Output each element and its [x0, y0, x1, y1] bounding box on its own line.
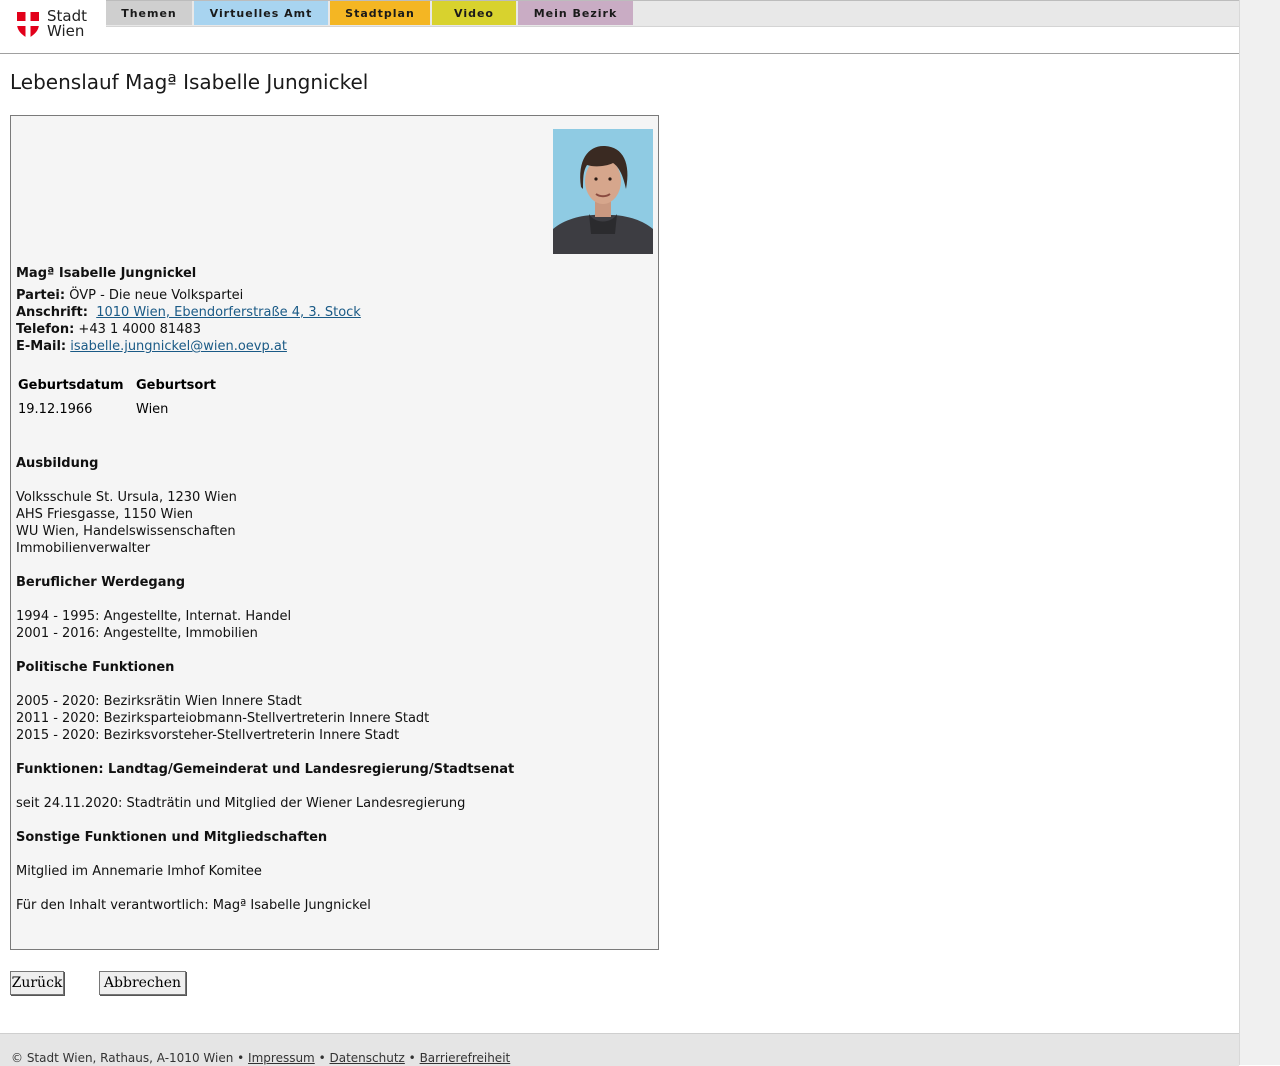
footer-link-impressum[interactable]: Impressum: [248, 1051, 315, 1065]
nav-tab-mein-bezirk[interactable]: Mein Bezirk: [518, 1, 633, 25]
political-heading: Politische Funktionen: [16, 660, 175, 675]
birth-table-row: [18, 401, 318, 418]
birth-place-header: Geburtsort: [136, 378, 216, 393]
other-heading: Sonstige Funktionen und Mitgliedschaften: [16, 830, 328, 845]
political-item: 2015 - 2020: Bezirksvorsteher-Stellvertreterin Innere Stadt: [16, 728, 400, 743]
birth-table-header: [18, 377, 318, 394]
birth-place-value: Wien: [136, 402, 169, 417]
education-item: Immobilienverwalter: [16, 541, 151, 556]
education-item: Volksschule St. Ursula, 1230 Wien: [16, 490, 237, 505]
party-value: ÖVP - Die neue Volkspartei: [69, 288, 244, 303]
nav-tab-stadtplan[interactable]: Stadtplan: [330, 1, 430, 25]
nav-tab-themen[interactable]: Themen: [106, 1, 192, 25]
birth-date-value: 19.12.1966: [18, 402, 93, 417]
career-heading: Beruflicher Werdegang: [16, 575, 186, 590]
cv-card: [10, 115, 659, 950]
footer-link-barrierefreiheit[interactable]: Barrierefreiheit: [419, 1051, 511, 1065]
career-item: 2001 - 2016: Angestellte, Immobilien: [16, 626, 258, 641]
address-label: Anschrift:: [16, 305, 88, 320]
portrait-image: [553, 129, 653, 254]
party-label: Partei:: [16, 288, 66, 303]
party-row: [16, 287, 243, 304]
footer-line: [11, 1050, 510, 1066]
landtag-heading: Funktionen: Landtag/Gemeinderat und Landesregierung/Stadtsenat: [16, 762, 515, 777]
site-footer: [0, 1033, 1239, 1066]
page-title: Lebenslauf Magª Isabelle Jungnickel: [10, 70, 369, 94]
other-item: Mitglied im Annemarie Imhof Komitee: [16, 864, 262, 879]
email-link[interactable]: isabelle.jungnickel@wien.oevp.at: [70, 339, 287, 354]
footer-separator: •: [318, 1051, 326, 1065]
phone-row: [16, 321, 201, 338]
email-row: [16, 338, 287, 355]
education-heading: Ausbildung: [16, 456, 99, 471]
wien-shield-icon: [16, 11, 40, 39]
career-item: 1994 - 1995: Angestellte, Internat. Handel: [16, 609, 292, 624]
logo-text: [47, 9, 87, 39]
profile-name: Magª Isabelle Jungnickel: [16, 266, 197, 281]
education-item: AHS Friesgasse, 1150 Wien: [16, 507, 193, 522]
logo-line-wien: Wien: [47, 22, 85, 40]
nav-tab-video[interactable]: Video: [432, 1, 516, 25]
political-item: 2011 - 2020: Bezirksparteiobmann-Stellvertreterin Innere Stadt: [16, 711, 430, 726]
site-header: [0, 0, 1239, 54]
address-link[interactable]: 1010 Wien, Ebendorferstraße 4, 3. Stock: [96, 305, 361, 320]
footer-copyright: © Stadt Wien, Rathaus, A-1010 Wien: [11, 1051, 234, 1065]
address-row: [16, 304, 361, 321]
email-label: E-Mail:: [16, 339, 67, 354]
landtag-item: seit 24.11.2020: Stadträtin und Mitglied der Wiener Landesregierung: [16, 796, 466, 811]
logo-line-stadt: Stadt: [47, 7, 87, 25]
responsible-note: Für den Inhalt verantwortlich: Magª Isabelle Jungnickel: [16, 898, 371, 913]
footer-separator: •: [237, 1051, 245, 1065]
birth-date-header: Geburtsdatum: [18, 378, 124, 393]
nav-tab-virtuelles-amt[interactable]: Virtuelles Amt: [194, 1, 328, 25]
stadt-wien-logo[interactable]: [16, 9, 96, 43]
back-button[interactable]: Zurück: [10, 971, 64, 995]
cancel-button[interactable]: Abbrechen: [99, 971, 186, 995]
phone-value: +43 1 4000 81483: [78, 322, 201, 337]
political-item: 2005 - 2020: Bezirksrätin Wien Innere Stadt: [16, 694, 302, 709]
education-item: WU Wien, Handelswissenschaften: [16, 524, 236, 539]
phone-label: Telefon:: [16, 322, 75, 337]
footer-separator: •: [408, 1051, 416, 1065]
footer-link-datenschutz[interactable]: Datenschutz: [329, 1051, 405, 1065]
portrait-photo: [553, 129, 653, 254]
scrollbar-area[interactable]: [1239, 0, 1280, 1065]
